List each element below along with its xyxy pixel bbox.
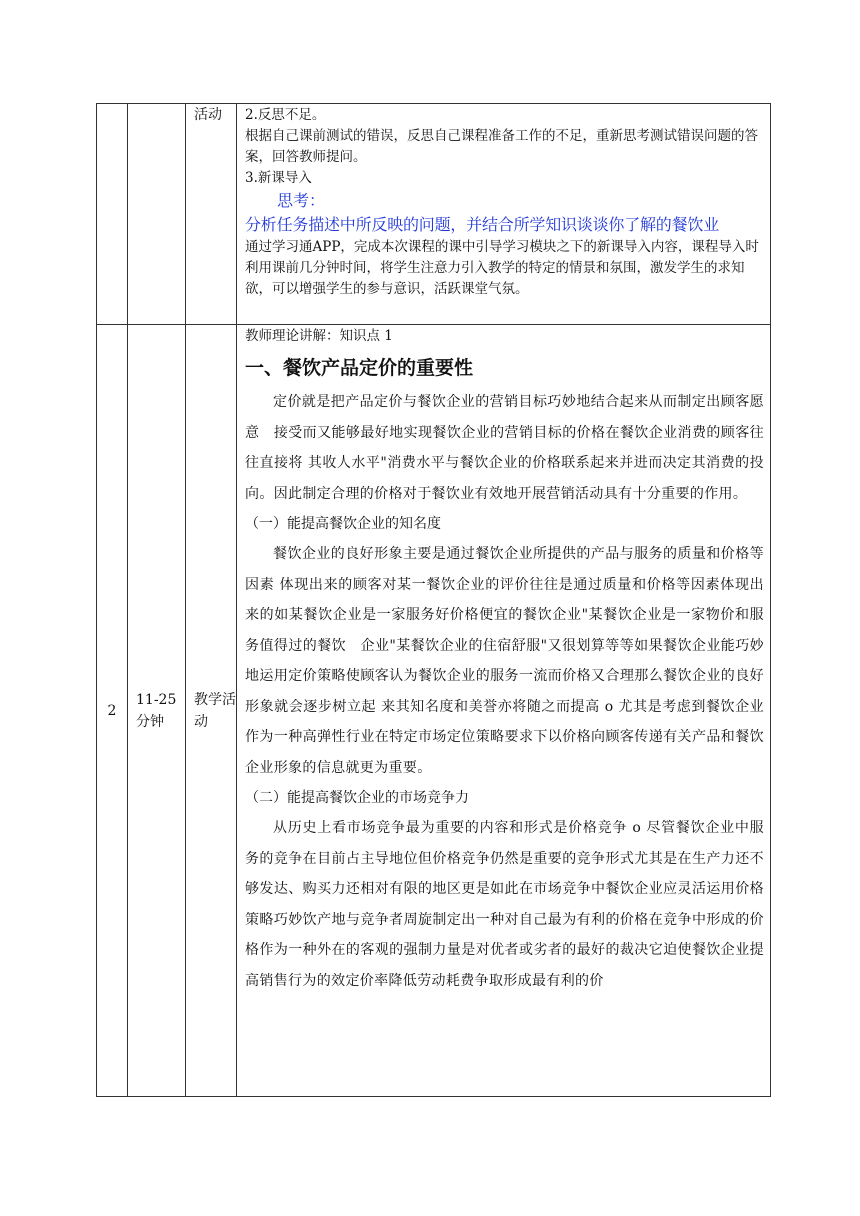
paragraph: 定价就是把产品定价与餐饮企业的营销目标巧妙地结合起来从而制定出顾客愿意 接受而又能够最好地实现餐饮企业的营销目标的价格在餐饮企业消费的顾客往往直接将 其收人水平"消费水平与餐饮企业的价格联系起来并进而决定其消费的投向。因此制定合理的价格对于餐饮业有效地开展营销活动具有十分重要的作用。 — [245, 394, 764, 502]
lecture-intro: 教师理论讲解：知识点 1 — [245, 328, 393, 344]
time-cell — [128, 104, 186, 325]
paragraph: 餐饮企业的良好形象主要是通过餐饮企业所提供的产品与服务的质量和价格等因素 体现出来的顾客对某一餐饮企业的评价往往是通过质量和价格等因素体现出来的如某餐饮企业是一家服务好价格便宜的餐饮企业"某餐饮企业是一家物价和服务值得过的餐饮 企业"某餐饮企业的住宿舒服"又很划算等等如果餐饮企业能巧妙地运用定价策略使顾客认为餐饮企业的服务一流而价格又合理那么餐饮企业的良好形象就会逐步树立起 来其知名度和美誉亦将随之而提高 o 尤其是考虑到餐饮企业作为一种高弹性行业在特定市场定位策略要求下以价格向顾客传递有关产品和餐饮企业形象的信息就更为重要。 — [245, 546, 764, 776]
content-cell — [237, 325, 771, 1097]
table-row — [97, 325, 771, 1097]
subheading: （二）能提高餐饮企业的市场竞争力 — [245, 790, 469, 806]
reflect-title: 2.反思不足。 — [245, 107, 326, 123]
reflect-body: 根据自己课前测试的错误，反思自己课程准备工作的不足，重新思考测试错误问题的答案，回答教师提问。 — [245, 128, 758, 165]
time-cell: 11-25分钟 — [128, 325, 186, 1097]
row-number-cell — [97, 104, 128, 325]
lesson-plan-table — [96, 103, 771, 1097]
paragraph: 从历史上看市场竞争最为重要的内容和形式是价格竞争 o 尽管餐饮企业中服务的竞争在目前占主导地位但价格竞争仍然是重要的竞争形式尤其是在生产力还不够发达、购买力还相对有限的地区更是如此在市场竞争中餐饮企业应灵活运用价格策略巧妙饮产地与竞争者周旋制定出一种对自己最为有利的价格在竞争中形成的价格作为一种外在的客观的强制力量是对优者或劣者的最好的裁决它迫使餐饮企业提高销售行为的效定价率降低劳动耗费争取形成最有利的价 — [245, 820, 764, 989]
table-row — [97, 104, 771, 325]
intro-description: 通过学习通APP，完成本次课程的课中引导学习模块之下的新课导入内容，课程导入时利用课前几分钟时间，将学生注意力引入教学的特定的情景和氛围，激发学生的求知欲，可以增强学生的参与意识，活跃课堂气氛。 — [245, 239, 759, 297]
think-title: 思考： — [277, 191, 326, 210]
content-clip — [245, 326, 764, 1096]
think-question: 分析任务描述中所反映的问题，并结合所学知识谈谈你了解的餐饮业 — [245, 215, 720, 234]
activity-type-cell: 活动 — [186, 104, 237, 325]
content-cell — [237, 104, 771, 325]
section-heading: 一、餐饮产品定价的重要性 — [245, 357, 474, 379]
activity-type-cell: 教学活动 — [186, 325, 237, 1097]
intro-title: 3.新课导入 — [245, 170, 312, 186]
row-number-cell: 2 — [97, 325, 128, 1097]
subheading: （一）能提高餐饮企业的知名度 — [245, 516, 441, 532]
